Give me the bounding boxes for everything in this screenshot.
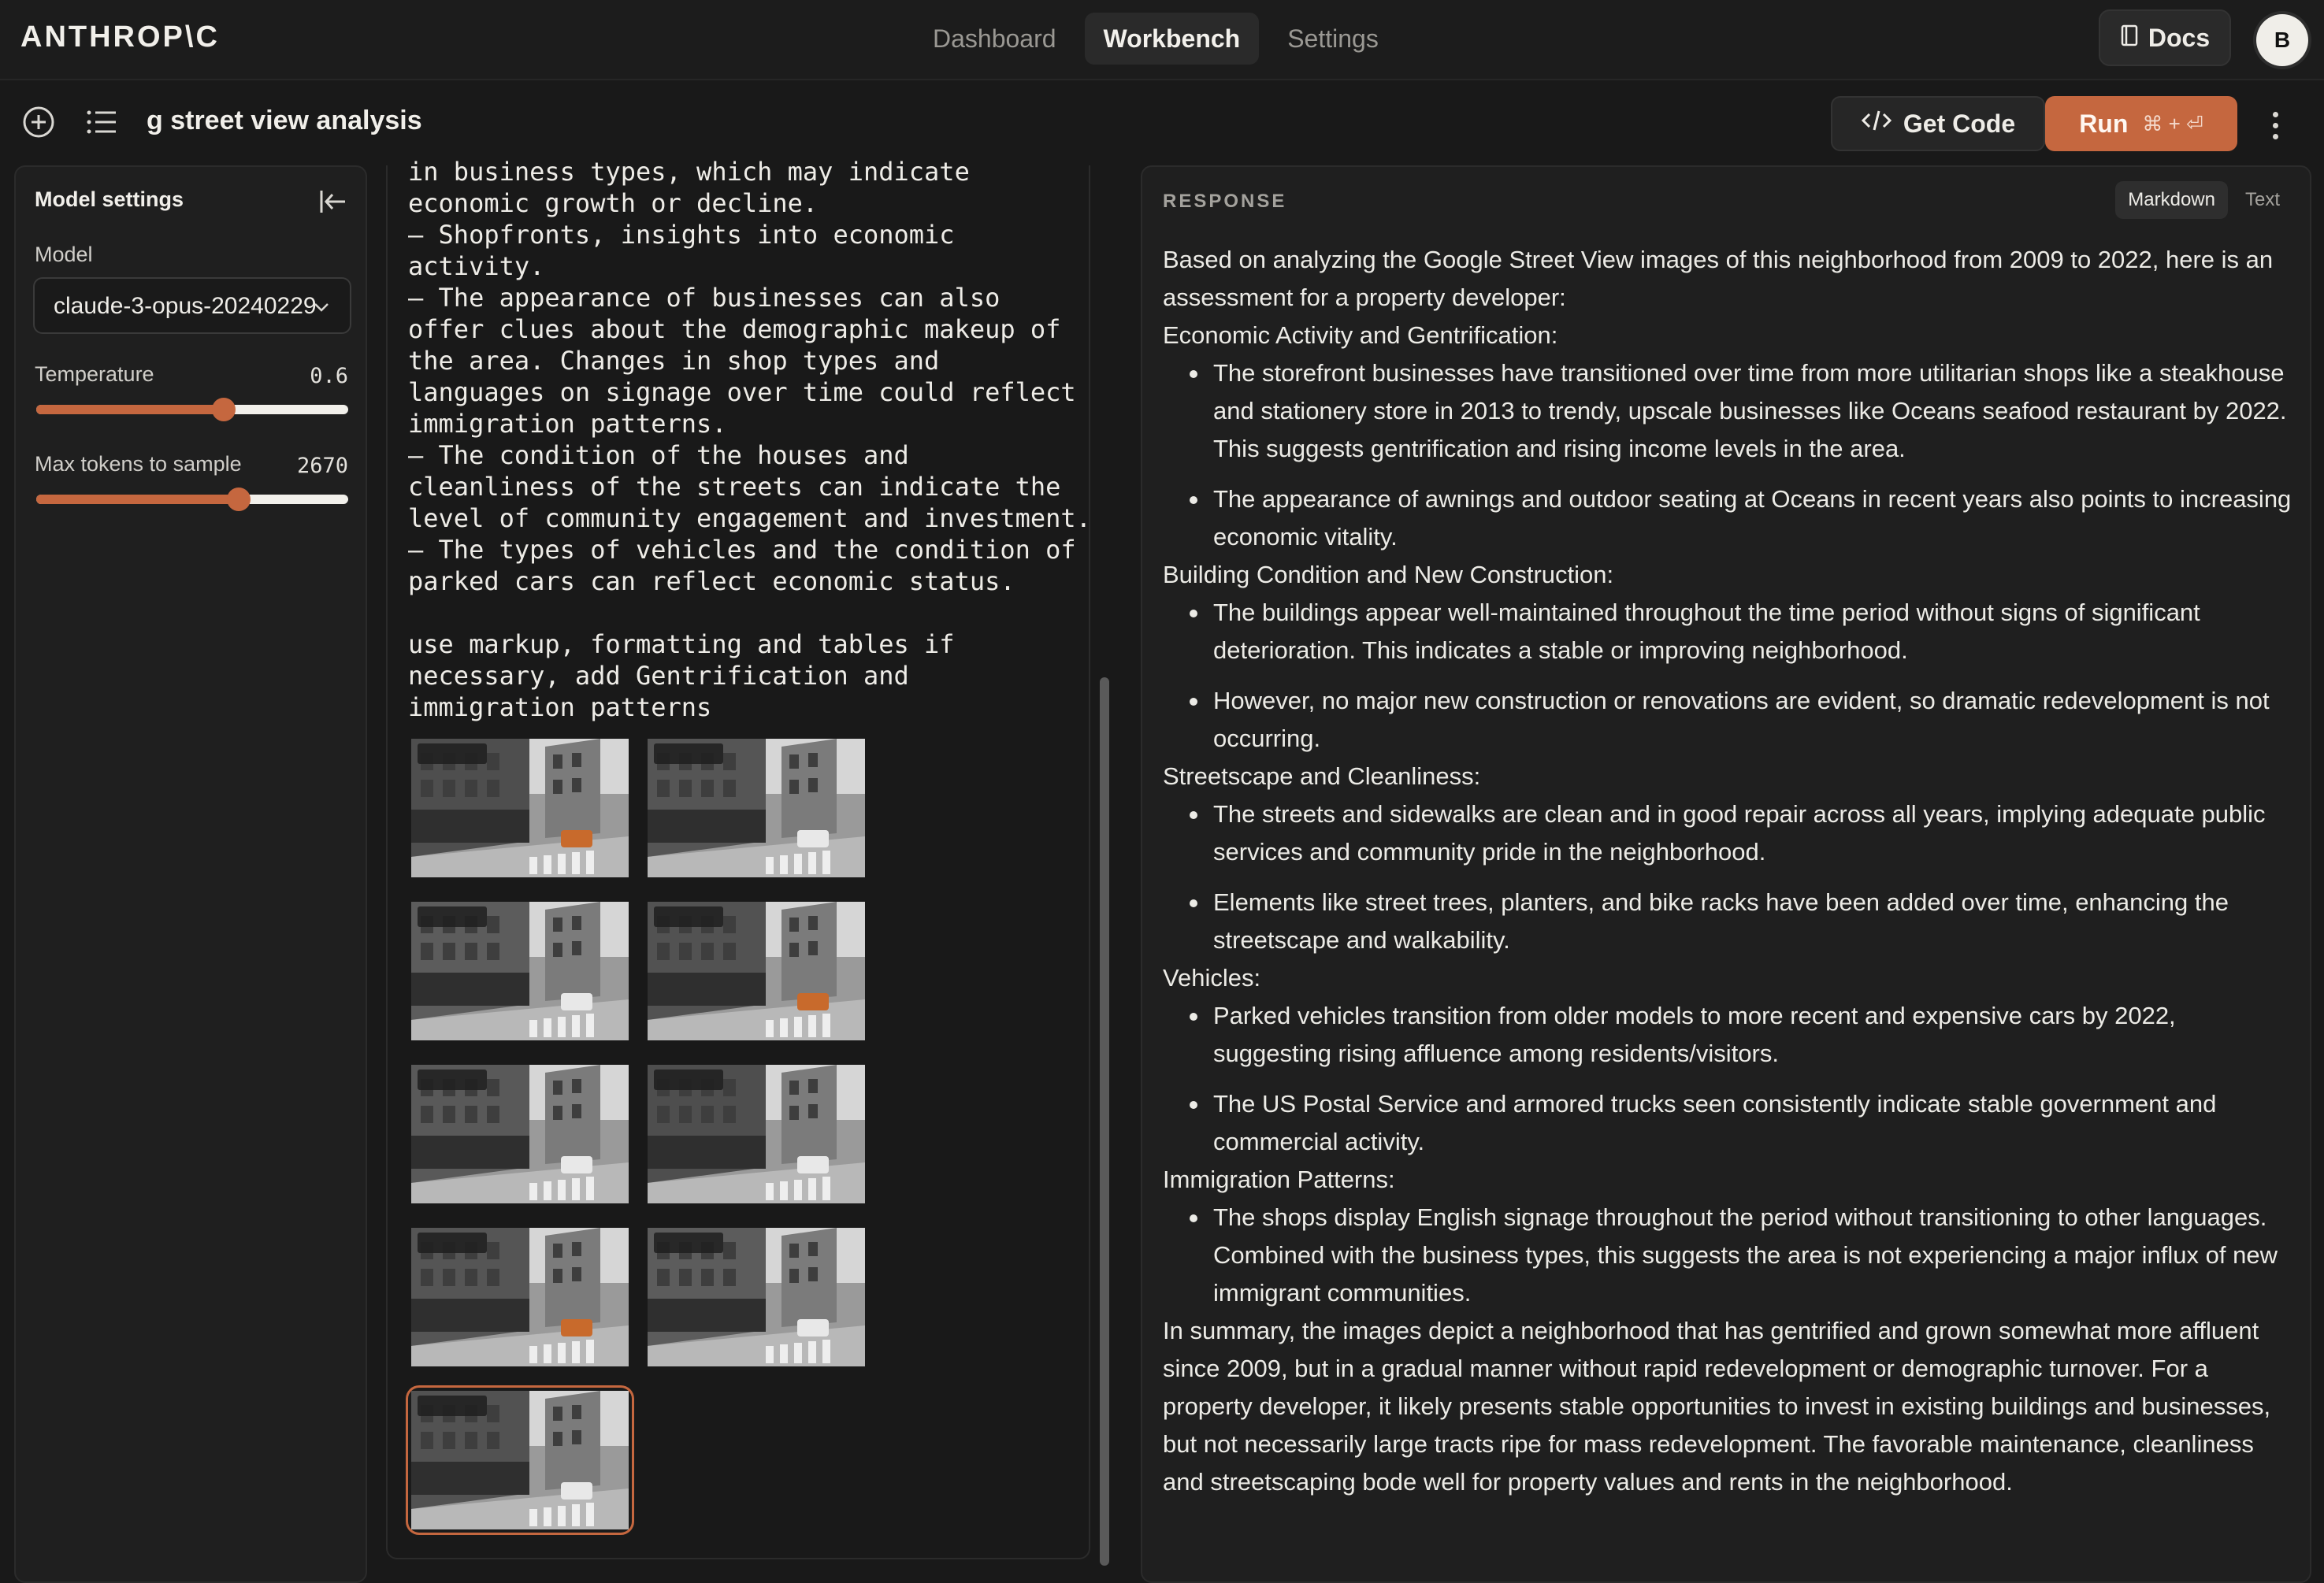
response-intro: Based on analyzing the Google Street View images of this neighborhood from 2009 to 2022, here is an assessment for a property developer: [1163,246,2274,311]
street-view-thumbnail[interactable] [648,1228,865,1366]
get-code-button[interactable] [1831,96,2045,151]
temperature-slider-thumb[interactable] [212,398,236,421]
temperature-slider[interactable] [36,405,348,414]
street-view-thumbnail[interactable] [648,739,865,877]
street-view-thumbnail[interactable] [411,1065,629,1203]
main-nav [914,13,1398,65]
get-code-label: Get Code [1903,109,2016,138]
new-prompt-icon[interactable] [16,99,61,145]
section-heading: Immigration Patterns: [1163,1166,1395,1193]
max-tokens-label: Max tokens to sample [35,452,242,476]
code-icon [1861,108,1892,139]
run-button[interactable] [2045,96,2237,151]
bullet-list [1163,997,2297,1161]
bullet-item: The streets and sidewalks are clean and in good repair across all years, implying adequate public services and community pride in the neighborhood. [1213,795,2297,871]
section-heading: Vehicles: [1163,964,1261,992]
street-view-thumbnail[interactable] [648,902,865,1040]
more-options-icon[interactable] [2259,106,2291,145]
prompt-scrollbar-thumb[interactable] [1100,677,1109,1566]
street-view-thumbnail[interactable] [648,1065,865,1203]
user-avatar[interactable]: B [2256,14,2308,66]
prompt-list-icon[interactable] [79,99,124,145]
prompt-scrollbar[interactable] [1098,165,1111,1567]
response-summary: In summary, the images depict a neighborhood that has gentrified and grown somewhat more affluent since 2009, but in a gradual manner without rapid redevelopment or demographic turnover. For a property developer, it likely presents stable opportunities to invest in existing buildings and businesses, but not necessarily large tracts ripe for mass redevelopment. The favorable maintenance, cleanliness and streetscaping bode well for property values and rents in the neighborhood. [1163,1317,2271,1496]
format-toggle [2115,181,2292,219]
max-tokens-slider-fill [36,495,239,504]
section-heading: Streetscape and Cleanliness: [1163,762,1481,790]
bullet-list [1163,354,2297,556]
section-heading: Economic Activity and Gentrification: [1163,321,1558,349]
book-icon [2120,24,2139,53]
street-view-thumbnail[interactable] [411,902,629,1040]
street-view-thumbnail[interactable] [411,1391,629,1529]
format-markdown-option[interactable]: Markdown [2115,181,2228,219]
response-body [1163,241,2297,1501]
model-label: Model [35,243,93,266]
bullet-list [1163,795,2297,959]
run-shortcut: ⌘ + ⏎ [2142,111,2203,135]
max-tokens-value: 2670 [296,454,348,478]
collapse-panel-icon[interactable] [317,186,348,217]
section-heading: Building Condition and New Construction: [1163,561,1614,588]
max-tokens-slider-thumb[interactable] [227,488,251,511]
bullet-item: The storefront businesses have transitioned over time from more utilitarian shops like a steakhouse and stationery store in 2013 to trendy, upscale businesses like Oceans seafood restaurant by 2022. This suggests gentrification and rising income levels in the area. [1213,354,2297,468]
prompt-text[interactable]: in business types, which may indicate economic growth or decline. – Shopfronts, insights into economic activity. – The appearance of businesses can also offer clues about the demographic makeup of the area. Changes in shop types and languages on signage over time could reflect immigration patterns. – The condition of the houses and cleanliness of the streets can indicate the level of community engagement and investment. – The types of vehicles and the condition of parked cars can reflect economic status. use markup, formatting and tables if necessary, add Gentrification and immigration patterns [408,157,1091,722]
model-settings-panel [14,165,367,1583]
temperature-value: 0.6 [310,364,348,388]
bullet-item: Elements like street trees, planters, and bike racks have been added over time, enhancing the streetscape and walkability. [1213,884,2297,959]
bullet-item: The buildings appear well-maintained throughout the time period without signs of significant deterioration. This indicates a stable or improving neighborhood. [1213,594,2297,669]
street-view-thumbnail[interactable] [411,739,629,877]
response-panel [1141,165,2311,1583]
run-label: Run [2079,109,2129,138]
bullet-item: Parked vehicles transition from older models to more recent and expensive cars by 2022, suggesting rising affluence among residents/visitors. [1213,997,2297,1073]
user-prompt-editor[interactable] [386,157,1091,1559]
max-tokens-slider[interactable] [36,495,348,504]
temperature-slider-fill [36,405,224,414]
model-select-value: claude-3-opus-20240229 [54,293,317,319]
format-text-option[interactable]: Text [2244,189,2280,210]
nav-tab-dashboard[interactable]: Dashboard [933,24,1056,53]
docs-button[interactable] [2099,9,2231,66]
temperature-label: Temperature [35,362,154,386]
bullet-item: The shops display English signage throughout the period without transitioning to other languages. Combined with the business types, this suggests the area is not experiencing a major influx of new immigrant communities. [1213,1199,2297,1312]
top-nav-bar [0,0,2324,80]
anthropic-logo[interactable]: ANTHROP\C [20,20,220,54]
prompt-toolbar [0,82,2324,165]
docs-label: Docs [2148,23,2211,52]
response-label: RESPONSE [1163,191,1287,212]
bullet-item: The appearance of awnings and outdoor seating at Oceans in recent years also points to increasing economic vitality. [1213,480,2297,556]
nav-tab-settings[interactable]: Settings [1287,24,1379,53]
bullet-item: However, no major new construction or renovations are evident, so dramatic redevelopment is not occurring. [1213,682,2297,758]
bullet-list [1163,594,2297,758]
prompt-title[interactable]: g street view analysis [147,106,422,135]
bullet-list [1163,1199,2297,1312]
model-settings-title: Model settings [35,187,184,211]
model-select[interactable] [33,277,351,334]
bullet-item: The US Postal Service and armored trucks seen consistently indicate stable government and commercial activity. [1213,1085,2297,1161]
street-view-thumbnail[interactable] [411,1228,629,1366]
chevron-down-icon [310,296,332,318]
nav-tab-workbench[interactable]: Workbench [1085,13,1260,65]
